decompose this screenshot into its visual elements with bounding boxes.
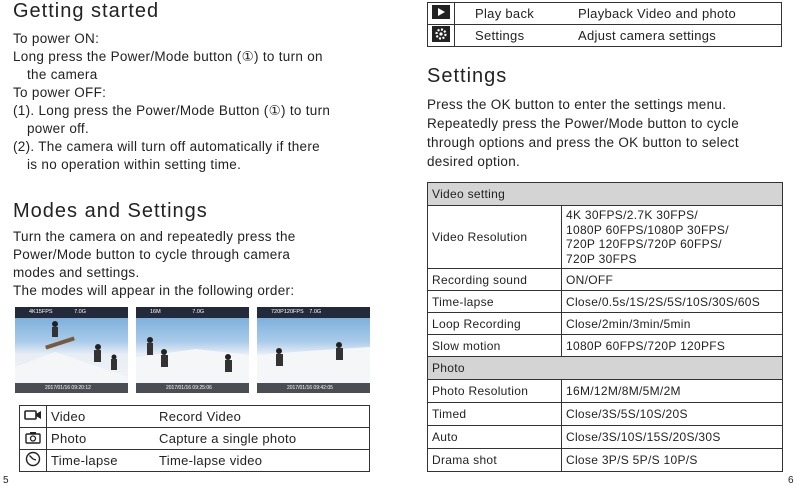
table-row	[20, 450, 370, 472]
timelapse-icon	[20, 450, 47, 472]
table-row	[20, 406, 370, 428]
power-off-step1-line1: (1). Long press the Power/Mode Button (①) to turn	[13, 103, 331, 118]
section-header-video	[428, 183, 783, 206]
table-row	[428, 269, 783, 291]
table-row	[428, 206, 783, 269]
setting-value-line: 1080P 60FPS/1080P 30FPS/	[566, 222, 729, 237]
modes-text-line2: Power/Mode button to cycle through camera	[13, 247, 291, 262]
camera-date-bar	[257, 383, 370, 393]
resolution-indicator: 720P120FPS	[271, 309, 304, 315]
page-number-left: 5	[3, 475, 9, 486]
setting-value: 1080P 60FPS/720P 120PFS	[562, 335, 783, 357]
settings-text-line2: Repeatedly press the Power/Mode button to cycle	[427, 116, 740, 131]
table-row	[428, 449, 783, 472]
skier-scene-image	[15, 307, 128, 393]
section-header-photo	[428, 357, 783, 380]
camera-status-bar	[136, 307, 249, 318]
setting-name: Slow motion	[428, 335, 562, 357]
setting-name: Video Resolution	[428, 206, 562, 269]
modes-table	[19, 405, 370, 472]
table-row	[428, 426, 783, 449]
table-row	[428, 25, 782, 47]
mode-description: Record Video	[155, 406, 370, 428]
camera-status-bar	[257, 307, 370, 318]
video-camera-icon	[20, 406, 47, 428]
settings-text-line1: Press the OK button to enter the settings menu.	[427, 97, 727, 112]
modes-table-continued	[427, 2, 782, 47]
power-on-text-line1: Long press the Power/Mode button (①) to turn on	[13, 49, 323, 64]
date-stamp: 2017/01/16 09:20:12	[45, 385, 91, 391]
modes-text-line4: The modes will appear in the following order:	[13, 283, 295, 298]
skier-scene-image	[136, 307, 249, 393]
table-row	[428, 3, 782, 25]
setting-value: Close/2min/3min/5min	[562, 313, 783, 335]
mode-name: Photo	[47, 428, 156, 450]
section-title: Photo	[428, 357, 783, 380]
resolution-indicator: 4K15FPS	[29, 309, 53, 315]
setting-name: Recording sound	[428, 269, 562, 291]
table-row	[428, 403, 783, 426]
settings-table	[427, 182, 783, 472]
mode-description: Time-lapse video	[155, 450, 370, 472]
table-row	[428, 313, 783, 335]
camera-screen-video	[15, 307, 128, 393]
setting-value: 16M/12M/8M/5M/2M	[562, 380, 783, 403]
heading-modes-settings: Modes and Settings	[13, 200, 208, 222]
setting-value	[562, 206, 783, 269]
settings-text-line4: desired option.	[427, 154, 521, 169]
photo-camera-icon	[20, 428, 47, 450]
camera-status-bar	[15, 307, 128, 318]
getting-started-body	[13, 30, 383, 174]
camera-date-bar	[136, 383, 249, 393]
table-row	[428, 291, 783, 313]
skier-scene-image	[257, 307, 370, 393]
camera-screen-timelapse	[257, 307, 370, 393]
power-off-step2-line1: (2). The camera will turn off automatically if there	[13, 139, 320, 154]
setting-value: Close/0.5s/1S/2S/5S/10S/30S/60S	[562, 291, 783, 313]
modes-text-line3: modes and settings.	[13, 265, 140, 280]
power-off-step1-line2: power off.	[27, 121, 90, 136]
power-off-label: To power OFF:	[13, 85, 107, 100]
setting-value-line: 4K 30FPS/2.7K 30FPS/	[566, 208, 699, 222]
setting-value: Close/3S/5S/10S/20S	[562, 403, 783, 426]
section-title: Video setting	[428, 183, 783, 206]
camera-screen-photo	[136, 307, 249, 393]
setting-value: ON/OFF	[562, 269, 783, 291]
setting-value-line: 720P 120FPS/720P 60FPS/	[566, 237, 722, 251]
setting-name: Timed	[428, 403, 562, 426]
resolution-indicator: 16M	[150, 309, 161, 315]
power-on-label: To power ON:	[13, 31, 100, 46]
table-row	[428, 380, 783, 403]
modes-text-line1: Turn the camera on and repeatedly press the	[13, 229, 296, 244]
setting-value-line: 720P 30FPS	[566, 251, 637, 266]
date-stamp: 2017/01/16 09:25:06	[166, 385, 212, 391]
table-row	[428, 335, 783, 357]
mode-name: Play back	[455, 3, 575, 25]
storage-indicator: 7.0G	[192, 309, 205, 315]
setting-name: Loop Recording	[428, 313, 562, 335]
date-stamp: 2017/01/16 09:42:05	[287, 385, 333, 391]
storage-indicator: 7.0G	[309, 309, 322, 315]
camera-date-bar	[15, 383, 128, 393]
settings-text-line3: through options and press the OK button to select	[427, 135, 739, 150]
mode-name: Time-lapse	[47, 450, 156, 472]
setting-name: Drama shot	[428, 449, 562, 472]
setting-value: Close/3S/10S/15S/20S/30S	[562, 426, 783, 449]
setting-name: Photo Resolution	[428, 380, 562, 403]
modes-body	[13, 228, 383, 300]
setting-name: Time-lapse	[428, 291, 562, 313]
gear-icon	[428, 25, 455, 47]
mode-name: Settings	[455, 25, 575, 47]
mode-name: Video	[47, 406, 156, 428]
mode-description: Adjust camera settings	[574, 25, 782, 47]
page-number-right: 6	[788, 475, 794, 486]
setting-name: Auto	[428, 426, 562, 449]
power-off-step2-line2: is no operation within setting time.	[27, 157, 242, 172]
settings-body	[427, 95, 792, 171]
table-row	[20, 428, 370, 450]
mode-description: Playback Video and photo	[574, 3, 782, 25]
storage-indicator: 7.0G	[74, 309, 87, 315]
heading-settings: Settings	[427, 65, 508, 87]
heading-getting-started: Getting started	[13, 0, 160, 22]
play-icon	[428, 3, 455, 25]
mode-description: Capture a single photo	[155, 428, 370, 450]
setting-value: Close 3P/S 5P/S 10P/S	[562, 449, 783, 472]
power-on-text-line2: the camera	[27, 67, 98, 82]
